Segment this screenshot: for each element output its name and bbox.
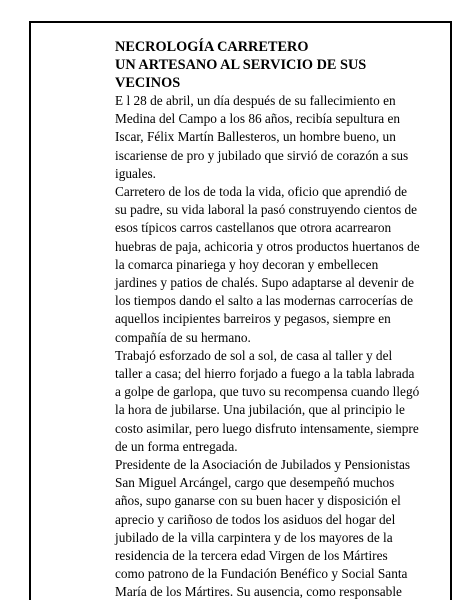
title-line-2: UN ARTESANO AL SERVICIO DE SUS VECINOS: [115, 57, 367, 91]
paragraph-3: Trabajó esforzado de sol a sol, de casa al taller y del taller a casa; del hierro forjado a fuego a la tabla labrada a golpe de garlopa, que tuvo su recompensa cuando llegó la hora de jubilarse. Una jubilación, que al principio le costo asimilar, pero luego disfruto intensamente, siempre de un forma entregada.: [115, 347, 420, 454]
paragraph-2: Carretero de los de toda la vida, oficio que aprendió de su padre, su vida laboral la pasó construyendo cientos de esos típicos carros castellanos que otrora acarrearon huebras de paja, achicoria y otros productos huertanos de la comarca pinariega y hoy decoran y embellecen jardines y patios de chalés. Supo adaptarse al devenir de los tiempos dando el salto a las modernas carrocerías de aquellos incipientes barreiros y pegasos, siempre en compañía de su hermano.: [115, 184, 420, 345]
article-title: [115, 38, 420, 92]
paragraph-4: Presidente de la Asociación de Jubilados y Pensionistas San Miguel Arcángel, cargo que desempeñó muchos años, supo ganarse con su buen hacer y disposición el aprecio y cariñoso de todos los asiduos del hogar del jubilado de la villa carpintera y de los mayores de la residencia de la tercera edad Virgen de los Mártires como patrono de la Fundación Benéfico y Social Santa María de los Mártires. Su ausencia, como responsable: [115, 457, 411, 600]
title-line-1: NECROLOGÍA CARRETERO: [115, 39, 309, 55]
article: [115, 38, 420, 602]
paragraph-1: E l 28 de abril, un día después de su fallecimiento en Medina del Campo a los 86 años, recibía sepultura en Iscar, Félix Martín Ballesteros, un hombre bueno, un iscariense de pro y jubilado que sirvió de corazón a sus iguales.: [115, 93, 409, 181]
